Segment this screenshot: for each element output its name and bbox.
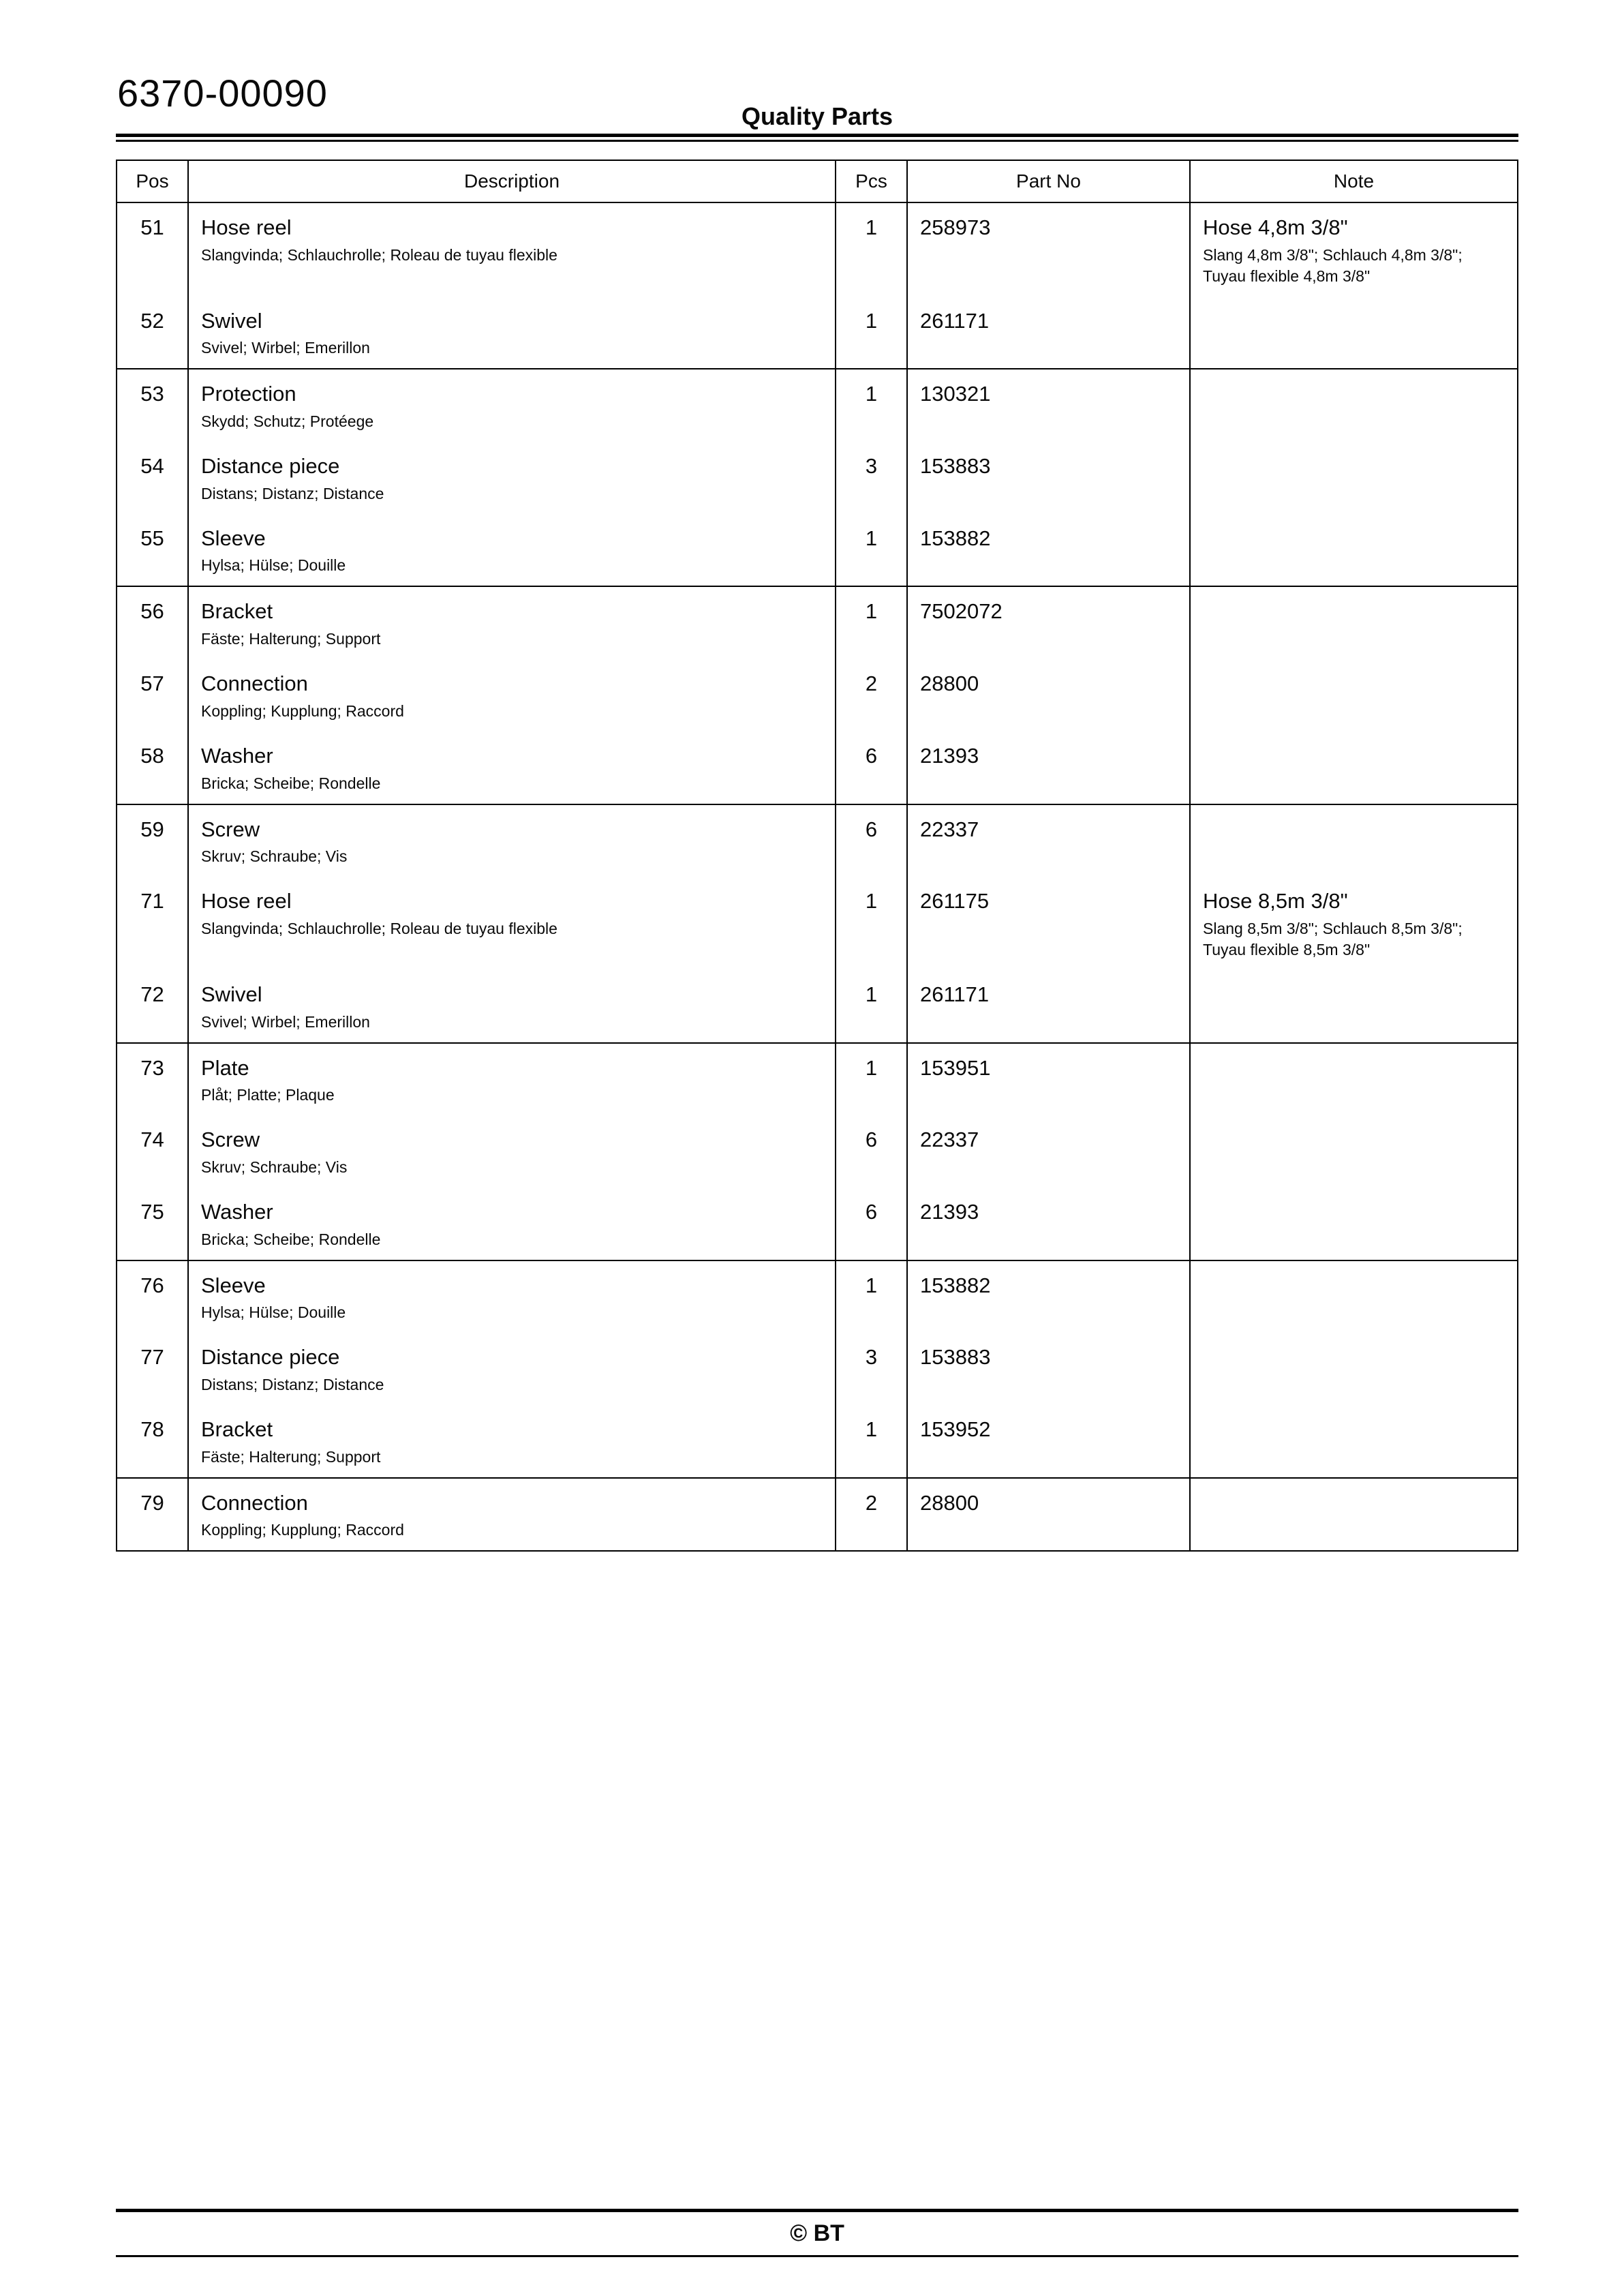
page-header: [116, 0, 1518, 142]
pos-cell: 52: [117, 297, 188, 369]
description-cell: [188, 1333, 836, 1405]
description-text: Connection: [201, 671, 308, 696]
row-group: [117, 1478, 1518, 1552]
description-cell: [188, 1115, 836, 1188]
page-footer: [116, 2209, 1518, 2257]
description-cell: [188, 514, 836, 587]
description-translations: Distans; Distanz; Distance: [201, 1376, 384, 1394]
part-no-cell: 28800: [907, 1478, 1190, 1552]
pos-cell: 74: [117, 1115, 188, 1188]
pos-cell: 58: [117, 731, 188, 804]
description-translations: Slangvinda; Schlauchrolle; Roleau de tuyau flexible: [201, 919, 557, 937]
description-translations: Hylsa; Hülse; Douille: [201, 556, 346, 575]
description-text: Sleeve: [201, 1273, 266, 1297]
table-row: [117, 1478, 1518, 1552]
note-cell: [1190, 659, 1518, 731]
table-row: [117, 970, 1518, 1043]
note-cell: [1190, 1115, 1518, 1188]
pcs-cell: 1: [836, 1043, 907, 1116]
pcs-cell: 6: [836, 1115, 907, 1188]
pcs-cell: 1: [836, 514, 907, 587]
table-head: [117, 160, 1518, 202]
table-row: [117, 1405, 1518, 1478]
col-header-description: Description: [188, 160, 836, 202]
note-cell: [1190, 1260, 1518, 1333]
description-text: Hose reel: [201, 889, 292, 913]
doc-number: 6370-00090: [117, 72, 328, 115]
description-text: Swivel: [201, 308, 262, 333]
pcs-cell: 6: [836, 731, 907, 804]
parts-table: [116, 160, 1518, 1552]
description-text: Swivel: [201, 982, 262, 1006]
description-text: Plate: [201, 1055, 249, 1080]
col-header-part-no: Part No: [907, 160, 1190, 202]
description-translations: Koppling; Kupplung; Raccord: [201, 1521, 404, 1539]
note-cell: [1190, 1405, 1518, 1478]
note-cell: [1190, 202, 1518, 297]
note-cell: [1190, 1478, 1518, 1552]
part-no-cell: 261175: [907, 877, 1190, 970]
pcs-cell: 1: [836, 1405, 907, 1478]
note-cell: [1190, 369, 1518, 442]
description-translations: Svivel; Wirbel; Emerillon: [201, 339, 370, 357]
part-no-cell: 28800: [907, 659, 1190, 731]
pcs-cell: 2: [836, 659, 907, 731]
note-cell: [1190, 1333, 1518, 1405]
pos-cell: 56: [117, 586, 188, 659]
note-translations: Slang 4,8m 3/8"; Schlauch 4,8m 3/8"; Tuyau flexible 4,8m 3/8": [1203, 245, 1463, 285]
part-no-cell: 22337: [907, 804, 1190, 877]
note-cell: [1190, 731, 1518, 804]
table-row: [117, 442, 1518, 514]
col-header-note: Note: [1190, 160, 1518, 202]
description-cell: [188, 1043, 836, 1116]
pos-cell: 72: [117, 970, 188, 1043]
part-no-cell: 153883: [907, 1333, 1190, 1405]
note-cell: [1190, 514, 1518, 587]
row-group: [117, 369, 1518, 586]
pcs-cell: 1: [836, 970, 907, 1043]
pos-cell: 76: [117, 1260, 188, 1333]
part-no-cell: 153883: [907, 442, 1190, 514]
part-no-cell: 261171: [907, 297, 1190, 369]
description-translations: Bricka; Scheibe; Rondelle: [201, 774, 381, 792]
part-no-cell: 22337: [907, 1115, 1190, 1188]
part-no-cell: 261171: [907, 970, 1190, 1043]
description-text: Washer: [201, 1200, 273, 1224]
note-cell: [1190, 297, 1518, 369]
pos-cell: 77: [117, 1333, 188, 1405]
description-cell: [188, 586, 836, 659]
description-text: Distance piece: [201, 454, 340, 479]
pos-cell: 59: [117, 804, 188, 877]
note-cell: [1190, 877, 1518, 970]
pcs-cell: 1: [836, 1260, 907, 1333]
pos-cell: 57: [117, 659, 188, 731]
table-row: [117, 202, 1518, 297]
footer-divider-bottom: [116, 2255, 1518, 2257]
header-divider: [116, 134, 1518, 142]
description-text: Bracket: [201, 1417, 273, 1442]
table-row: [117, 514, 1518, 587]
table-row: [117, 586, 1518, 659]
description-translations: Fäste; Halterung; Support: [201, 1447, 381, 1466]
table-row: [117, 804, 1518, 877]
pcs-cell: 2: [836, 1478, 907, 1552]
part-no-cell: 21393: [907, 731, 1190, 804]
description-cell: [188, 1478, 836, 1552]
pcs-cell: 1: [836, 202, 907, 297]
pcs-cell: 3: [836, 442, 907, 514]
description-text: Hose reel: [201, 215, 292, 239]
description-cell: [188, 1188, 836, 1260]
note-translations: Slang 8,5m 3/8"; Schlauch 8,5m 3/8"; Tuyau flexible 8,5m 3/8": [1203, 919, 1463, 958]
description-text: Screw: [201, 1128, 260, 1152]
page-title: Quality Parts: [741, 102, 893, 130]
table-row: [117, 731, 1518, 804]
pos-cell: 75: [117, 1188, 188, 1260]
table-row: [117, 297, 1518, 369]
description-text: Connection: [201, 1490, 308, 1515]
row-group: [117, 804, 1518, 1043]
description-translations: Fäste; Halterung; Support: [201, 630, 381, 648]
description-text: Washer: [201, 743, 273, 768]
col-header-pcs: Pcs: [836, 160, 907, 202]
pcs-cell: 1: [836, 369, 907, 442]
description-translations: Koppling; Kupplung; Raccord: [201, 701, 404, 720]
description-cell: [188, 202, 836, 297]
part-no-cell: 7502072: [907, 586, 1190, 659]
description-cell: [188, 369, 836, 442]
description-text: Screw: [201, 817, 260, 841]
description-cell: [188, 731, 836, 804]
part-no-cell: 130321: [907, 369, 1190, 442]
pos-cell: 73: [117, 1043, 188, 1116]
note-text: Hose 8,5m 3/8": [1203, 889, 1348, 913]
description-cell: [188, 877, 836, 970]
description-translations: Slangvinda; Schlauchrolle; Roleau de tuyau flexible: [201, 245, 557, 264]
description-translations: Distans; Distanz; Distance: [201, 484, 384, 502]
pos-cell: 53: [117, 369, 188, 442]
pcs-cell: 1: [836, 586, 907, 659]
note-cell: [1190, 442, 1518, 514]
description-translations: Skydd; Schutz; Protéege: [201, 412, 374, 431]
description-text: Distance piece: [201, 1345, 340, 1370]
pos-cell: 79: [117, 1478, 188, 1552]
description-text: Protection: [201, 382, 296, 406]
description-cell: [188, 970, 836, 1043]
description-translations: Bricka; Scheibe; Rondelle: [201, 1230, 381, 1248]
note-cell: [1190, 970, 1518, 1043]
description-cell: [188, 659, 836, 731]
note-text: Hose 4,8m 3/8": [1203, 215, 1348, 239]
table-row: [117, 1115, 1518, 1188]
table-row: [117, 1333, 1518, 1405]
part-no-cell: 153952: [907, 1405, 1190, 1478]
description-translations: Skruv; Schraube; Vis: [201, 847, 348, 866]
pcs-cell: 6: [836, 804, 907, 877]
row-group: [117, 202, 1518, 369]
pos-cell: 54: [117, 442, 188, 514]
pos-cell: 71: [117, 877, 188, 970]
pos-cell: 51: [117, 202, 188, 297]
pos-cell: 78: [117, 1405, 188, 1478]
note-cell: [1190, 804, 1518, 877]
description-translations: Plåt; Platte; Plaque: [201, 1086, 335, 1104]
table-row: [117, 369, 1518, 442]
pcs-cell: 1: [836, 877, 907, 970]
description-cell: [188, 442, 836, 514]
pcs-cell: 3: [836, 1333, 907, 1405]
footer-brand: © BT: [790, 2220, 844, 2246]
part-no-cell: 153951: [907, 1043, 1190, 1116]
table-row: [117, 1260, 1518, 1333]
description-translations: Svivel; Wirbel; Emerillon: [201, 1012, 370, 1031]
description-cell: [188, 1260, 836, 1333]
description-cell: [188, 804, 836, 877]
pcs-cell: 1: [836, 297, 907, 369]
part-no-cell: 258973: [907, 202, 1190, 297]
table-row: [117, 877, 1518, 970]
description-translations: Hylsa; Hülse; Douille: [201, 1303, 346, 1322]
header-row: [117, 160, 1518, 202]
description-text: Sleeve: [201, 526, 266, 550]
row-group: [117, 1260, 1518, 1478]
table-row: [117, 1043, 1518, 1116]
note-cell: [1190, 586, 1518, 659]
table-row: [117, 1188, 1518, 1260]
part-no-cell: 21393: [907, 1188, 1190, 1260]
table-row: [117, 659, 1518, 731]
description-text: Bracket: [201, 599, 273, 624]
note-cell: [1190, 1043, 1518, 1116]
description-translations: Skruv; Schraube; Vis: [201, 1158, 348, 1176]
row-group: [117, 1043, 1518, 1260]
pos-cell: 55: [117, 514, 188, 587]
page-content: [116, 0, 1518, 1552]
pcs-cell: 6: [836, 1188, 907, 1260]
part-no-cell: 153882: [907, 1260, 1190, 1333]
note-cell: [1190, 1188, 1518, 1260]
description-cell: [188, 297, 836, 369]
col-header-pos: Pos: [117, 160, 188, 202]
row-group: [117, 586, 1518, 804]
description-cell: [188, 1405, 836, 1478]
part-no-cell: 153882: [907, 514, 1190, 587]
